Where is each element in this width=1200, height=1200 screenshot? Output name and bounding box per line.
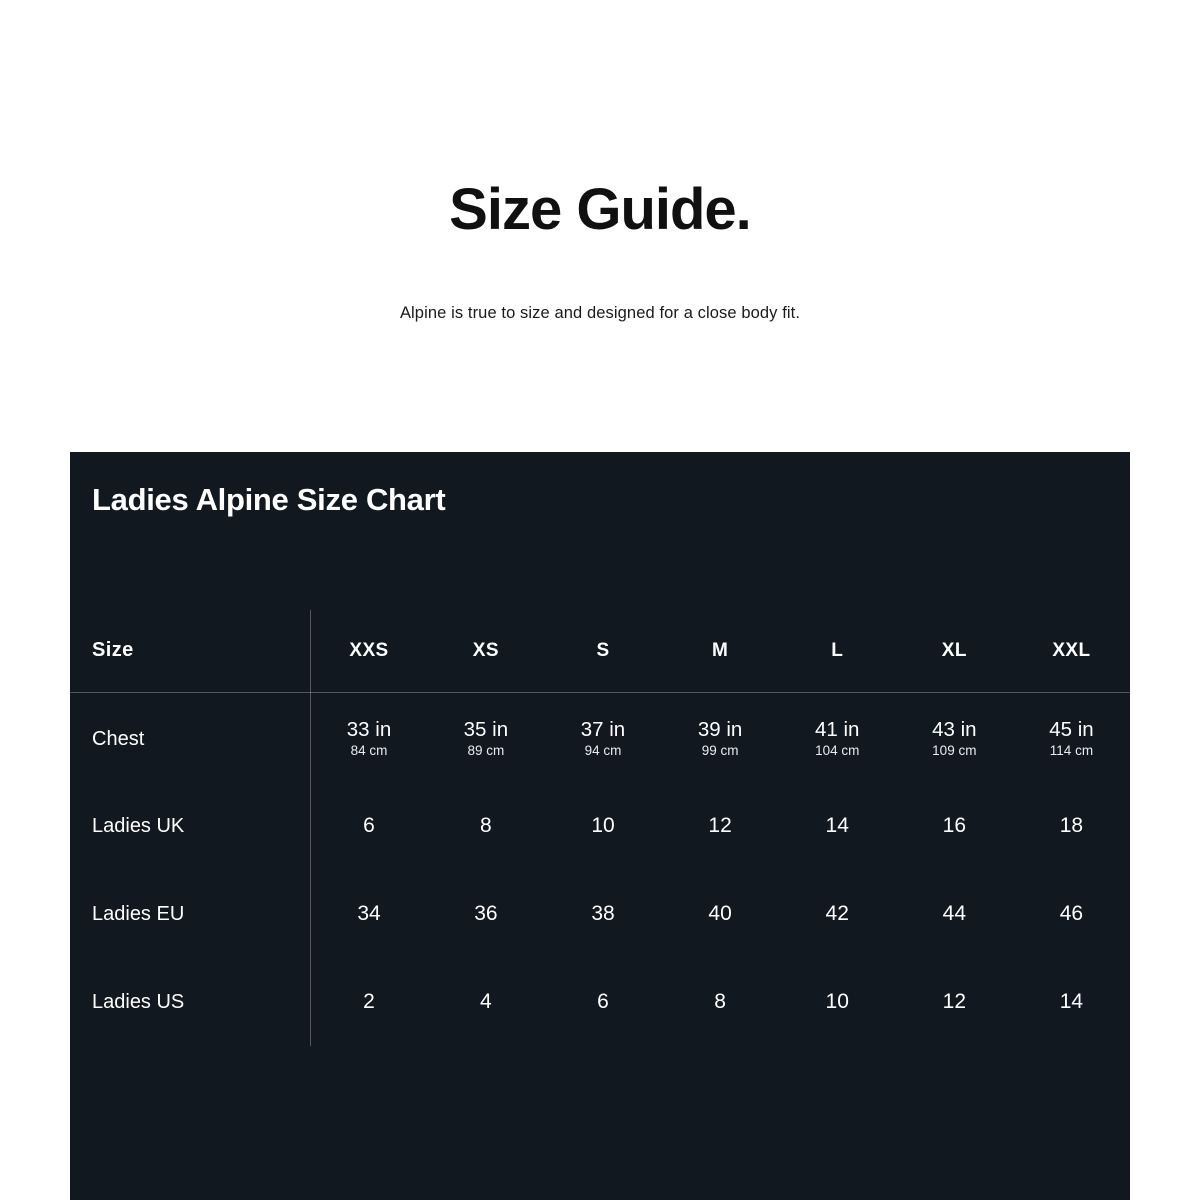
- table-cell: 8: [714, 990, 726, 1013]
- column-header-xxl: XXL: [1013, 610, 1130, 692]
- table-cell: 40: [708, 902, 732, 925]
- table-cell: 4: [480, 990, 492, 1013]
- chest-inches: 41 in: [814, 718, 860, 742]
- table-cell: 6: [363, 814, 375, 837]
- table-cell: 18: [1059, 814, 1084, 837]
- chest-centimetres: 114 cm: [1049, 742, 1094, 758]
- table-cell: [310, 692, 427, 782]
- chest-centimetres: 89 cm: [467, 742, 505, 758]
- column-header-size: Size: [70, 610, 310, 692]
- table-cell: 14: [1059, 990, 1084, 1013]
- size-chart-table: [70, 610, 1130, 1046]
- row-label-chest: Chest: [70, 692, 310, 782]
- table-cell: 10: [825, 990, 849, 1013]
- chest-inches: 39 in: [697, 718, 743, 742]
- table-row: [70, 870, 1130, 958]
- table-cell: 8: [480, 814, 492, 837]
- column-header-xs: XS: [427, 610, 544, 692]
- table-cell: 38: [591, 902, 615, 925]
- table-cell: [1013, 692, 1130, 782]
- table-row: [70, 958, 1130, 1046]
- table-cell: [427, 692, 544, 782]
- table-cell: 14: [825, 814, 849, 837]
- table-row: [70, 692, 1130, 782]
- table-cell: 2: [363, 990, 375, 1013]
- size-chart-heading: Ladies Alpine Size Chart: [92, 482, 446, 517]
- size-chart-panel: [70, 452, 1130, 1200]
- chest-centimetres: 84 cm: [350, 742, 388, 758]
- table-cell: 34: [357, 902, 381, 925]
- table-cell: 12: [708, 814, 732, 837]
- chest-inches: 43 in: [932, 718, 977, 742]
- column-header-l: L: [779, 610, 896, 692]
- table-cell: 46: [1059, 902, 1084, 925]
- table-header-row: [70, 610, 1130, 692]
- chest-centimetres: 99 cm: [701, 742, 739, 758]
- column-header-xl: XL: [896, 610, 1013, 692]
- column-header-m: M: [662, 610, 779, 692]
- table-cell: 10: [591, 814, 615, 837]
- table-cell: 12: [942, 990, 966, 1013]
- size-chart-table-wrapper: [70, 610, 1130, 1046]
- column-header-xxs: XXS: [310, 610, 427, 692]
- chest-centimetres: 109 cm: [932, 742, 977, 758]
- table-cell: 36: [474, 902, 498, 925]
- chest-inches: 45 in: [1049, 718, 1094, 742]
- table-cell: 44: [942, 902, 966, 925]
- page-title: Size Guide.: [449, 177, 751, 242]
- page-subtitle: Alpine is true to size and designed for a close body fit.: [399, 303, 801, 322]
- row-label-ladies-uk: Ladies UK: [70, 782, 310, 870]
- table-row: [70, 782, 1130, 870]
- table-cell: 42: [825, 902, 849, 925]
- row-label-ladies-eu: Ladies EU: [70, 870, 310, 958]
- table-cell: [662, 692, 779, 782]
- page-header: [0, 0, 1200, 323]
- table-cell: 6: [597, 990, 609, 1013]
- table-cell: [544, 692, 661, 782]
- row-label-ladies-us: Ladies US: [70, 958, 310, 1046]
- table-cell: [779, 692, 896, 782]
- chest-centimetres: 94 cm: [584, 742, 622, 758]
- chest-inches: 37 in: [580, 718, 626, 742]
- chest-inches: 33 in: [346, 718, 392, 742]
- column-header-s: S: [544, 610, 661, 692]
- chest-centimetres: 104 cm: [815, 742, 860, 758]
- chest-inches: 35 in: [463, 718, 509, 742]
- table-cell: 16: [942, 814, 966, 837]
- table-cell: [896, 692, 1013, 782]
